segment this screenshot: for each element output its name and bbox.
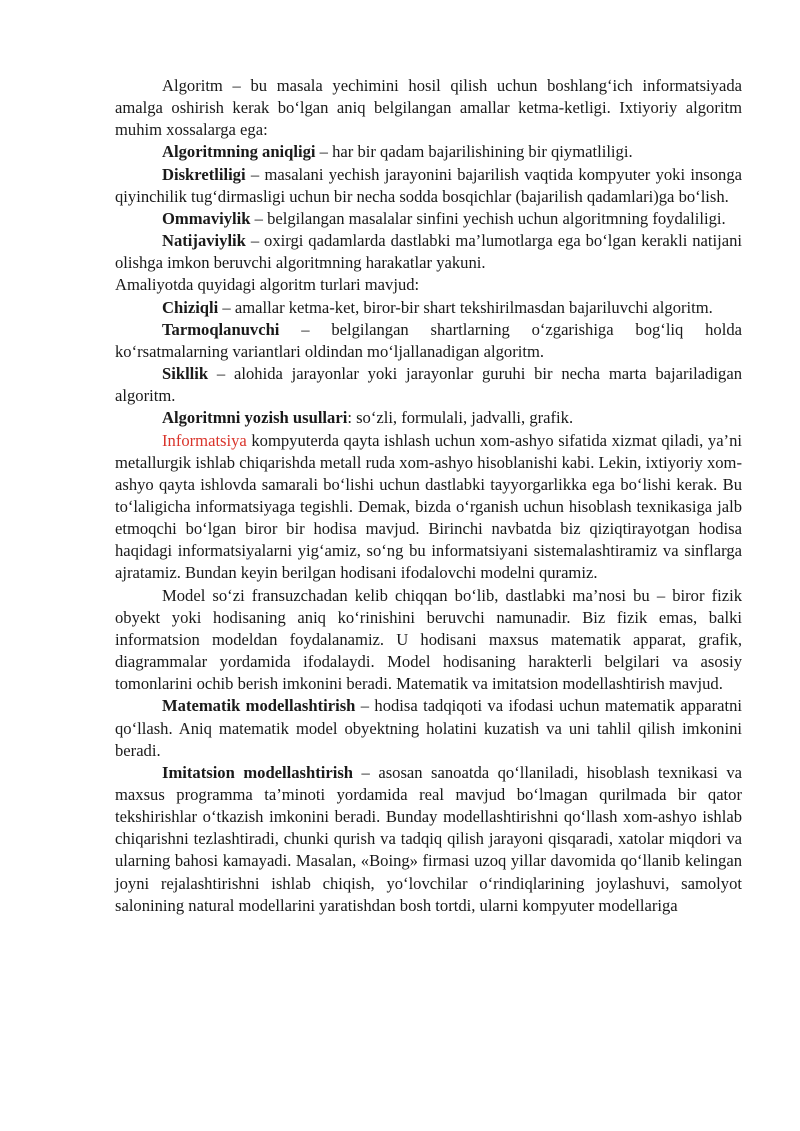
paragraph-math-modeling	[115, 695, 742, 761]
paragraph-branching	[115, 319, 742, 363]
paragraph-text: – asosan sanoatda qo‘llaniladi, hisoblash texnikasi va maxsus programma ta’minoti yordamida real mavjud bo‘lmagan qurilmada bir qator tekshirishlar o‘tkazish imkonini beradi. Bunday modellashtirishni qo‘llash xom-ashyo ishlab chiqarishni tezlashtiradi, chunki qurish va tadqiq qilish jarayoni qisqaradi, xatolar miqdori va ularning bahosi kamayadi. Masalan, «Boing» firmasi uzoq yillar davomida qo‘llanib kelingan joyni rejalashtirishni ishlab chiqish, yo‘lovchilar o‘rindiqlarining joylashuvi, samolyot salonining natural modellarini yaratishdan bosh tortdi, ularni kompyuter modellariga	[115, 762, 742, 915]
paragraph-algorithm-types-intro	[115, 274, 742, 296]
paragraph-discreteness	[115, 164, 742, 208]
term-cyclic: Sikllik	[162, 364, 209, 384]
term-writing-methods: Algoritmni yozish usullari	[162, 408, 348, 428]
term-discreteness: Diskretliligi	[162, 164, 246, 184]
paragraph-text: – hodisa tadqiqoti va ifodasi uchun matematik apparatni qo‘llash. Aniq matematik model obyektning holatini kuzatish va uni tahlil qilish imkonini beradi.	[115, 696, 742, 760]
paragraph-text: Amaliyotda quyidagi algoritm turlari mavjud:	[115, 275, 420, 295]
term-mass-character: Ommaviylik	[162, 208, 251, 228]
paragraph-algorithm-definition	[115, 75, 742, 141]
paragraph-text: Algoritm – bu masala yechimini hosil qilish uchun boshlang‘ich informatsiyada amalga oshirish kerak bo‘lgan aniq belgilangan amallar ketma-ketligi. Ixtiyoriy algoritm muhim xossalarga ega:	[115, 76, 742, 140]
paragraph-writing-methods	[115, 407, 742, 429]
paragraph-information	[115, 430, 742, 585]
term-linear: Chiziqli	[162, 297, 219, 317]
paragraph-model	[115, 585, 742, 696]
paragraph-cyclic	[115, 363, 742, 407]
paragraph-effectiveness	[115, 230, 742, 274]
term-simulation-modeling: Imitatsion modellashtirish	[162, 762, 354, 782]
term-math-modeling: Matematik modellashtirish	[162, 696, 356, 716]
paragraph-text: – belgilangan shartlarning o‘zgarishiga bog‘liq holda ko‘rsatmalarning variantlari oldindan mo‘ljallanadigan algoritm.	[115, 319, 742, 361]
paragraph-text: – alohida jarayonlar yoki jarayonlar guruhi bir necha marta bajariladigan algoritm.	[115, 364, 742, 406]
paragraph-text: – belgilangan masalalar sinfini yechish uchun algoritmning foydaliligi.	[250, 208, 726, 228]
paragraph-text: – oxirgi qadamlarda dastlabki ma’lumotlarga ega bo‘lgan kerakli natijani olishga imkon beruvchi algoritmning harakatlar yakuni.	[115, 231, 742, 273]
paragraph-text: kompyuterda qayta ishlash uchun xom-ashyo sifatida xizmat qiladi, ya’ni metallurgik ishlab chiqarishda metall ruda xom-ashyo hisoblanishi kabi. Lekin, ixtiyoriy xom-ashyo qayta ishlovda samarali bo‘lishi uchun dastlabki tayyorgarlikka ega bo‘lishi kerak. Bu to‘laligicha informatsiyaga tegishli. Demak, bizda o‘rganish uchun hisoblash texnikasiga jalb etmoqchi bo‘lgan biror bir hodisa mavjud. Birinchi navbatda biz qiziqtirayotgan hodisa haqidagi informatsiyalarni yig‘amiz, so‘ng bu informatsiyani sistemalashtiramiz va sinflarga ajratamiz. Bundan keyin berilgan hodisani ifodalovchi modelni quramiz.	[115, 430, 742, 583]
highlighted-term-information: Informatsiya	[162, 430, 247, 450]
paragraph-text: – masalani yechish jarayonini bajarilish vaqtida kompyuter yoki insonga qiyinchilik tug‘dirmasligi uchun bir necha sodda bosqichlar (bajarilish qadamlari)ga bo‘lish.	[115, 164, 742, 206]
paragraph-text: : so‘zli, formulali, jadvalli, grafik.	[347, 408, 574, 428]
paragraph-text: – amallar ketma-ket, biror-bir shart tekshirilmasdan bajariluvchi algoritm.	[218, 297, 713, 317]
paragraph-mass-character	[115, 208, 742, 230]
term-branching: Tarmoqlanuvchi	[162, 319, 280, 339]
paragraph-text: – har bir qadam bajarilishining bir qiymatliligi.	[315, 142, 633, 162]
term-precision: Algoritmning aniqligi	[162, 142, 316, 162]
paragraph-precision	[115, 141, 742, 163]
paragraph-simulation-modeling	[115, 762, 742, 917]
document-page	[115, 75, 742, 917]
term-effectiveness: Natijaviylik	[162, 231, 246, 251]
paragraph-linear	[115, 297, 742, 319]
paragraph-text: Model so‘zi fransuzchadan kelib chiqqan bo‘lib, dastlabki ma’nosi bu – biror fizik obyekt yoki hodisaning aniq ko‘rinishini beruvchi namunadir. Biz fizik emas, balki informatsion modeldan foydalanamiz. U hodisani maxsus matematik apparat, grafik, diagrammalar yordamida ifodalaydi. Model hodisaning harakterli belgilari va asosiy tomonlarini ochib berish imkonini beradi. Matematik va imitatsion modellashtirish mavjud.	[115, 585, 742, 694]
